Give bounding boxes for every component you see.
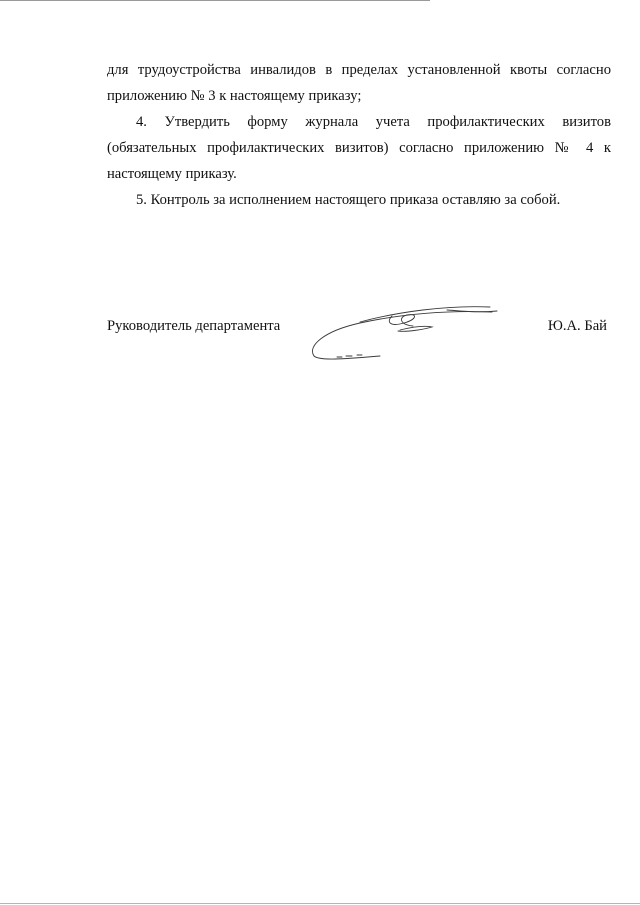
signatory-position: Руководитель департамента bbox=[107, 318, 281, 334]
signatory-name: Ю.А. Бай bbox=[547, 318, 607, 334]
scan-edge-bottom bbox=[0, 903, 640, 904]
paragraph-3-continuation bbox=[107, 57, 611, 109]
paragraph-line: для трудоустройства инвалидов в пределах установленной квоты согласно bbox=[107, 62, 611, 78]
paragraph-4 bbox=[107, 109, 611, 187]
paragraph-line: настоящему приказу. bbox=[107, 166, 237, 182]
scan-edge-top bbox=[0, 0, 430, 1]
paragraph-5 bbox=[107, 187, 611, 213]
paragraph-line: 5. Контроль за исполнением настоящего приказа оставляю за собой. bbox=[136, 192, 561, 208]
handwritten-signature-icon bbox=[302, 298, 502, 370]
paragraph-line: приложению № 3 к настоящему приказу; bbox=[107, 88, 362, 104]
paragraph-line: (обязательных профилактических визитов) согласно приложению № 4 к bbox=[107, 140, 611, 156]
paragraph-line: 4. Утвердить форму журнала учета профилактических визитов bbox=[136, 114, 611, 130]
